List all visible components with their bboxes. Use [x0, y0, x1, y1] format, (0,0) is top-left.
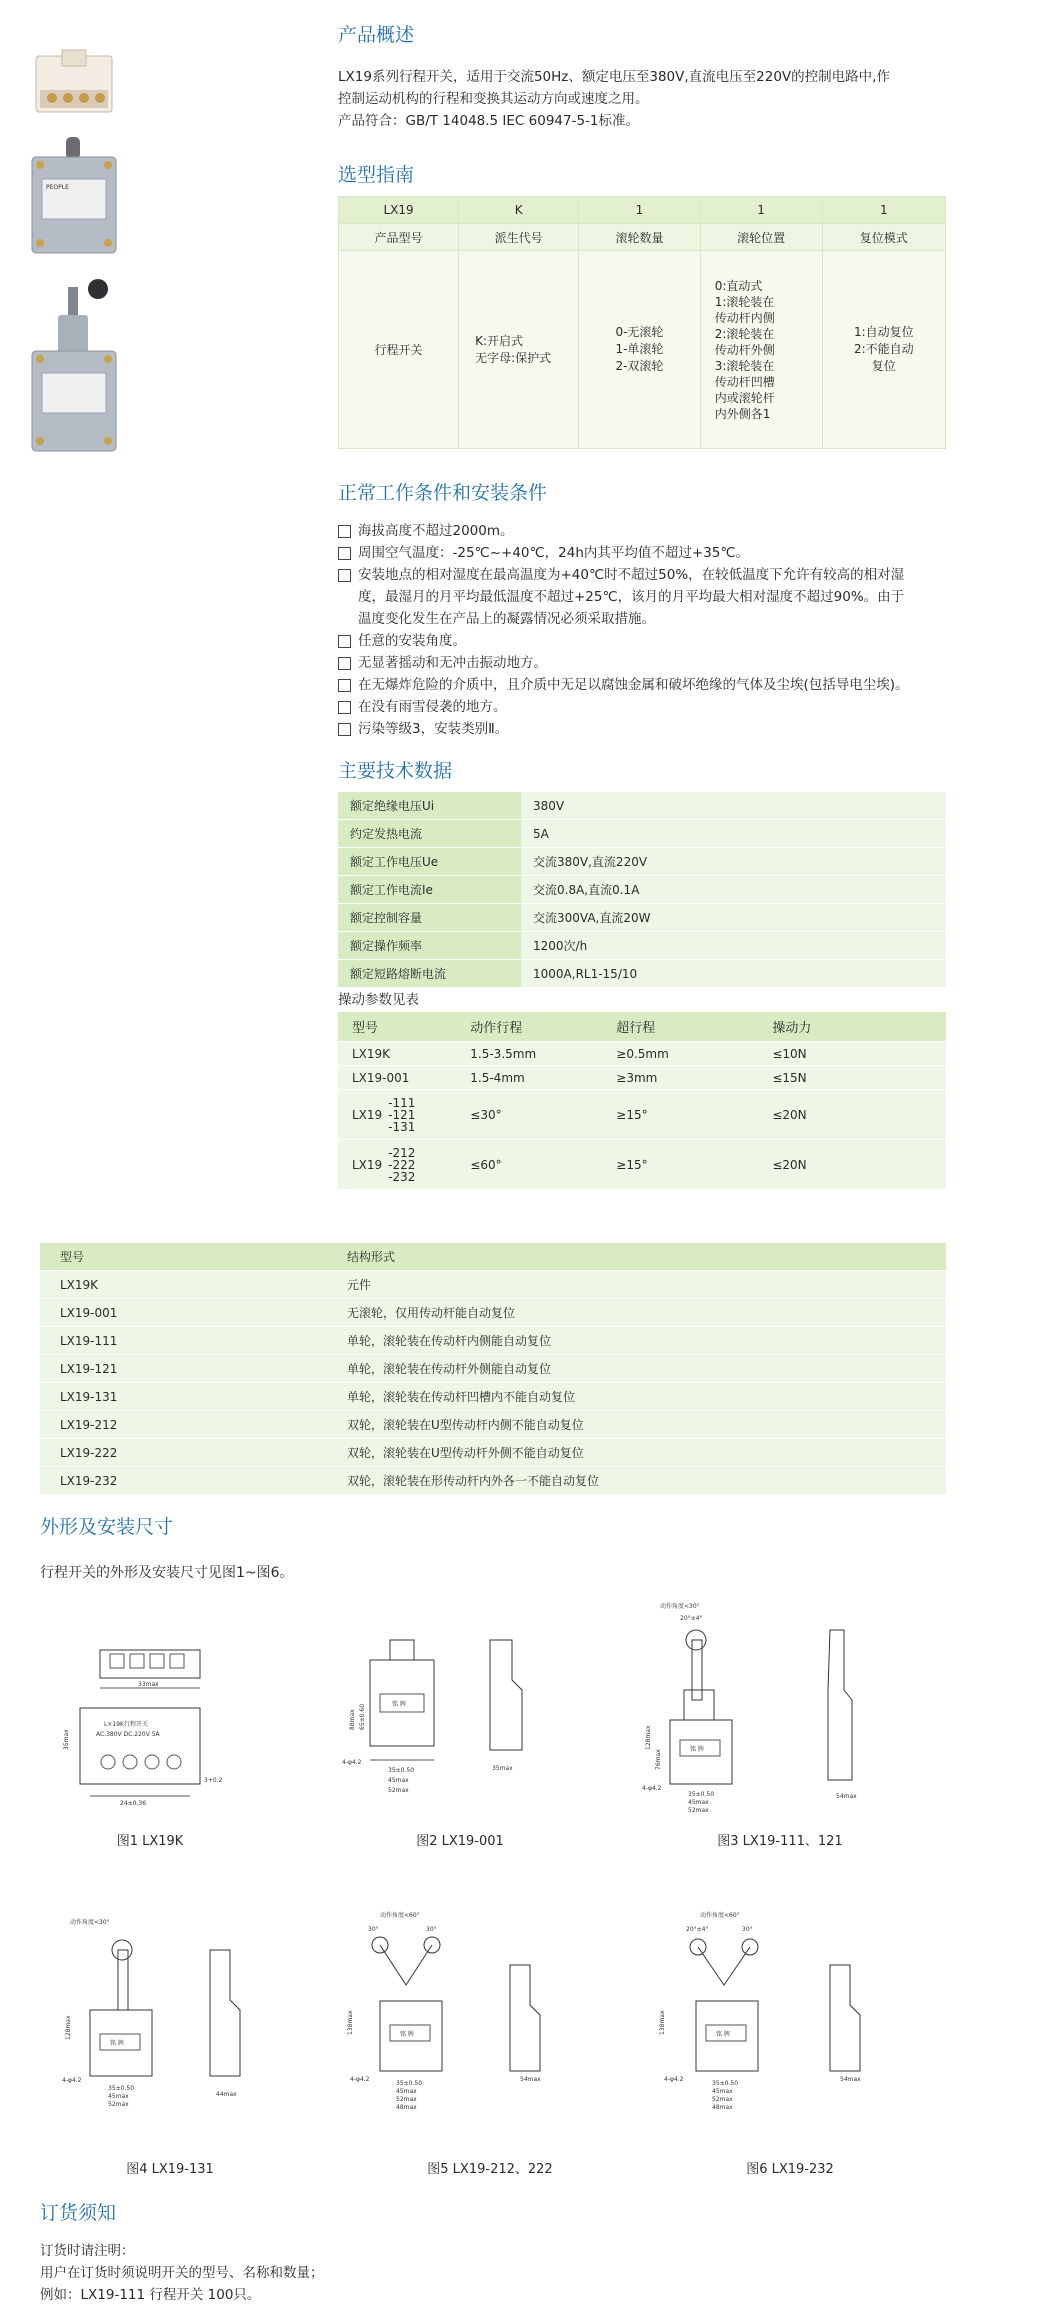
- conditions-list: [338, 520, 1028, 740]
- overview-title: 产品概述: [338, 24, 415, 46]
- overview-line: 产品符合：GB/T 14048.5 IEC 60947-5-1标准。: [338, 113, 640, 129]
- ops-header-row: [338, 1012, 946, 1042]
- dim-label: L×19K行程开关: [104, 1721, 148, 1728]
- tech-key: 额定工作电压Ue: [338, 848, 521, 876]
- figure-6-drawing: [650, 1905, 910, 2120]
- tech-key: 额定操作频率: [338, 932, 521, 960]
- dim-label: 铭 牌: [110, 2040, 124, 2047]
- ops-header-cell: 动作行程: [456, 1012, 602, 1042]
- sel-line: 2:滚轮装在: [714, 326, 775, 341]
- dim-label: 35max: [63, 1729, 70, 1750]
- dim-label: 铭 牌: [716, 2031, 730, 2038]
- ops-header-cell: 型号: [338, 1012, 456, 1042]
- figure-5-drawing: [340, 1905, 590, 2120]
- ops-force-cell: ≤20N: [758, 1140, 946, 1190]
- dim-label: 铭 牌: [392, 1701, 406, 1708]
- condition-text: 无显著摇动和无冲击振动地方。: [358, 655, 547, 671]
- structure-form-cell: 元件: [327, 1271, 946, 1299]
- condition-text: 海拔高度不超过2000m。: [358, 523, 514, 539]
- structure-form-cell: 单轮，滚轮装在传动杆内侧能自动复位: [327, 1327, 946, 1355]
- dim-label: 动作角度<60°: [380, 1912, 420, 1919]
- dim-label: 4-φ4.2: [342, 1759, 362, 1766]
- condition-item: [338, 542, 1028, 564]
- ops-over-cell: ≥3mm: [602, 1066, 758, 1090]
- overview-text: [338, 66, 1038, 132]
- dim-label: 52max: [108, 2101, 129, 2108]
- dim-label: 88max: [349, 1709, 356, 1730]
- tech-key: 额定短路熔断电流: [338, 960, 521, 988]
- sel-code-cell: 1: [822, 197, 945, 224]
- sel-code-cell: K: [459, 197, 579, 224]
- condition-text: 在无爆炸危险的介质中，且介质中无足以腐蚀金属和破坏绝缘的气体及尘埃(包括导电尘埃)。: [358, 677, 909, 693]
- structure-row: [40, 1271, 946, 1299]
- order-line: 例如：LX19-111 行程开关 100只。: [40, 2287, 261, 2303]
- figure-1-drawing: [60, 1640, 240, 1820]
- ops-over-cell: ≥15°: [602, 1090, 758, 1140]
- ops-travel-cell: 1.5-4mm: [456, 1066, 602, 1090]
- structure-form-cell: 双轮，滚轮装在形传动杆内外各一不能自动复位: [327, 1467, 946, 1495]
- sel-reset-mode-cell: [822, 251, 945, 449]
- dim-label: 35±0.50: [712, 2080, 739, 2087]
- sel-line: 传动杆内侧: [714, 310, 775, 325]
- structure-model-cell: LX19-001: [40, 1299, 327, 1327]
- sel-line: 2:不能自动: [853, 342, 914, 356]
- figure-2-caption: 图2 LX19-001: [416, 1834, 504, 1849]
- structure-header-cell: 结构形式: [327, 1243, 946, 1271]
- sel-line: 传动杆外侧: [714, 342, 775, 357]
- checkbox-icon: [338, 701, 351, 714]
- tech-title: 主要技术数据: [338, 760, 453, 782]
- conditions-title: 正常工作条件和安装条件: [338, 482, 548, 504]
- dim-label: 45max: [688, 1799, 709, 1806]
- structure-form-cell: 无滚轮，仅用传动杆能自动复位: [327, 1299, 946, 1327]
- structure-model-cell: LX19-131: [40, 1383, 327, 1411]
- sel-line: 2-双滚轮: [615, 359, 664, 373]
- dim-label: 52max: [712, 2096, 733, 2103]
- dim-label: 4-φ4.2: [62, 2077, 82, 2084]
- sel-code-cell: 1: [700, 197, 822, 224]
- dim-label: 138max: [347, 2010, 354, 2035]
- checkbox-icon: [338, 679, 351, 692]
- dim-label: 76max: [655, 1749, 662, 1770]
- ops-force-cell: ≤20N: [758, 1090, 946, 1140]
- structure-model-cell: LX19-222: [40, 1439, 327, 1467]
- sel-product-cell: 行程开关: [339, 251, 459, 449]
- structure-row: [40, 1439, 946, 1467]
- product-photo-lx19k: [30, 48, 118, 120]
- ops-header-cell: 操动力: [758, 1012, 946, 1042]
- checkbox-icon: [338, 723, 351, 736]
- tech-value: 交流300VA,直流20W: [521, 904, 946, 932]
- tech-row: [338, 960, 946, 988]
- sel-line: 无字母:保护式: [475, 350, 552, 365]
- dim-label: 20°±4°: [680, 1615, 703, 1622]
- sel-line: 0:直动式: [714, 278, 763, 293]
- dim-label: 35±0.50: [688, 1791, 715, 1798]
- dim-label: 54max: [520, 2076, 541, 2083]
- dim-label: 45max: [108, 2093, 129, 2100]
- sel-line: 内或滚轮杆: [714, 390, 775, 405]
- dim-label: 35±0.50: [396, 2080, 423, 2087]
- ops-travel-cell: ≤60°: [456, 1140, 602, 1190]
- sel-line: K:开启式: [475, 333, 524, 348]
- ops-title: 操动参数见表: [338, 992, 419, 1008]
- figure-5-caption: 图5 LX19-212、222: [427, 2162, 553, 2177]
- sel-line: 0-无滚轮: [615, 325, 664, 339]
- ops-params-table: [338, 1012, 946, 1190]
- ops-travel-cell: ≤30°: [456, 1090, 602, 1140]
- condition-item: [338, 520, 1028, 542]
- tech-value: 1000A,RL1-15/10: [521, 960, 946, 988]
- condition-item: [338, 630, 1028, 652]
- tech-value: 1200次/h: [521, 932, 946, 960]
- tech-row: [338, 904, 946, 932]
- tech-value: 5A: [521, 820, 946, 848]
- structure-row: [40, 1411, 946, 1439]
- ops-row: [338, 1090, 946, 1140]
- dim-label: 动作角度<30°: [660, 1603, 700, 1610]
- ops-model-sub: -111: [388, 1095, 416, 1110]
- structure-row: [40, 1355, 946, 1383]
- sel-header-cell: 滚轮位置: [700, 224, 822, 251]
- dims-title: 外形及安装尺寸: [40, 1516, 174, 1538]
- condition-text: 周围空气温度：-25℃~+40℃，24h内其平均值不超过+35℃。: [358, 545, 750, 561]
- ops-model-sub: -121: [388, 1107, 416, 1122]
- condition-item: [338, 718, 1028, 740]
- sel-derivative-cell: [459, 251, 579, 449]
- dim-label: 45max: [388, 1777, 409, 1784]
- tech-data-table: [338, 792, 946, 988]
- tech-value: 380V: [521, 792, 946, 820]
- condition-item: [338, 696, 1028, 718]
- product-photo-lx19-111: [28, 275, 120, 455]
- ops-model-cell: [338, 1140, 456, 1190]
- dim-label: 44max: [216, 2091, 237, 2098]
- structure-row: [40, 1299, 946, 1327]
- checkbox-icon: [338, 569, 351, 582]
- sel-line: 复位: [871, 359, 896, 373]
- selection-title: 选型指南: [338, 164, 415, 186]
- sel-code-cell: LX19: [339, 197, 459, 224]
- dim-label: 动作角度<30°: [70, 1919, 110, 1926]
- dim-label: 54max: [840, 2076, 861, 2083]
- dim-label: 45max: [396, 2088, 417, 2095]
- condition-item: [338, 564, 1028, 630]
- ops-travel-cell: 1.5-3.5mm: [456, 1042, 602, 1066]
- dim-label: 4-φ4.2: [350, 2076, 370, 2083]
- ops-row: [338, 1066, 946, 1090]
- ops-model-prefix: LX19: [352, 1157, 383, 1172]
- ops-model-cell: [338, 1090, 456, 1140]
- ops-over-cell: ≥15°: [602, 1140, 758, 1190]
- product-photo-lx19-001: [28, 135, 120, 255]
- ops-model-cell: LX19K: [338, 1042, 456, 1066]
- condition-item: [338, 652, 1028, 674]
- sel-roller-position-cell: [700, 251, 822, 449]
- figure-4-drawing: [60, 1910, 290, 2120]
- order-text: [40, 2240, 740, 2306]
- ops-force-cell: ≤10N: [758, 1042, 946, 1066]
- dim-label: 铭 牌: [400, 2031, 414, 2038]
- dim-label: 128max: [65, 2015, 72, 2040]
- dim-label: 52max: [688, 1807, 709, 1814]
- photo-brand-label: PEOPLE: [46, 184, 69, 191]
- checkbox-icon: [338, 525, 351, 538]
- structure-model-cell: LX19-111: [40, 1327, 327, 1355]
- dim-label: 4-φ4.2: [664, 2076, 684, 2083]
- sel-header-cell: 产品型号: [339, 224, 459, 251]
- tech-key: 额定控制容量: [338, 904, 521, 932]
- dim-label: 45max: [712, 2088, 733, 2095]
- structure-model-cell: LX19-121: [40, 1355, 327, 1383]
- condition-text: 度，最湿月的月平均最低温度不超过+25℃，该月的月平均最大相对湿度不超过90%。由于: [358, 589, 905, 605]
- figure-1-caption: 图1 LX19K: [116, 1834, 184, 1849]
- dim-label: 24±0.36: [120, 1800, 147, 1807]
- structure-model-cell: LX19-232: [40, 1467, 327, 1495]
- sel-roller-count-cell: [579, 251, 700, 449]
- overview-line: 控制运动机构的行程和变换其运动方向或速度之用。: [338, 91, 649, 107]
- dim-label: 52max: [396, 2096, 417, 2103]
- structure-form-cell: 双轮，滚轮装在U型传动杆外侧不能自动复位: [327, 1439, 946, 1467]
- tech-key: 额定绝缘电压Ui: [338, 792, 521, 820]
- sel-line: 1:自动复位: [853, 325, 914, 339]
- ops-over-cell: ≥0.5mm: [602, 1042, 758, 1066]
- checkbox-icon: [338, 657, 351, 670]
- ops-row: [338, 1042, 946, 1066]
- sel-line: 传动杆凹槽: [714, 374, 775, 389]
- structure-row: [40, 1383, 946, 1411]
- order-title: 订货须知: [40, 2202, 117, 2224]
- structure-header-row: [40, 1243, 946, 1271]
- dim-label: 138max: [659, 2010, 666, 2035]
- ops-model-cell: LX19-001: [338, 1066, 456, 1090]
- tech-value: 交流380V,直流220V: [521, 848, 946, 876]
- dim-label: 30°: [742, 1926, 753, 1933]
- ops-header-cell: 超行程: [602, 1012, 758, 1042]
- ops-model-sub: -222: [388, 1157, 416, 1172]
- selection-table: [338, 196, 946, 449]
- tech-row: [338, 792, 946, 820]
- ops-model-sub: -131: [388, 1119, 416, 1134]
- dim-label: 4-φ4.2: [642, 1785, 662, 1792]
- tech-row: [338, 876, 946, 904]
- dim-label: 33max: [138, 1681, 159, 1688]
- tech-row: [338, 820, 946, 848]
- sel-line: 1:滚轮装在: [714, 294, 775, 309]
- dim-label: 52max: [388, 1787, 409, 1794]
- tech-row: [338, 932, 946, 960]
- dim-label: 48max: [396, 2104, 417, 2111]
- sel-header-cell: 派生代号: [459, 224, 579, 251]
- dim-label: 35±0.50: [108, 2085, 135, 2092]
- structure-header-cell: 型号: [40, 1243, 327, 1271]
- dim-label: 30°: [426, 1926, 437, 1933]
- dim-label: 3+0.2: [204, 1777, 223, 1784]
- structure-form-cell: 单轮，滚轮装在传动杆外侧能自动复位: [327, 1355, 946, 1383]
- ops-model-prefix: LX19: [352, 1107, 383, 1122]
- sel-line: 1-单滚轮: [615, 342, 664, 356]
- sel-header-cell: 滚轮数量: [579, 224, 700, 251]
- figure-3-caption: 图3 LX19-111、121: [717, 1834, 843, 1849]
- figure-6-caption: 图6 LX19-232: [746, 2162, 834, 2177]
- figure-3-drawing: [640, 1590, 900, 1820]
- dim-label: 35±0.50: [388, 1767, 415, 1774]
- structure-form-cell: 双轮，滚轮装在U型传动杆内侧不能自动复位: [327, 1411, 946, 1439]
- dim-label: 54max: [836, 1793, 857, 1800]
- dim-label: 65±0.60: [359, 1703, 366, 1730]
- structure-model-cell: LX19-212: [40, 1411, 327, 1439]
- ops-force-cell: ≤15N: [758, 1066, 946, 1090]
- sel-line: 内外侧各1: [714, 406, 771, 421]
- dim-label: 20°±4°: [686, 1926, 709, 1933]
- condition-text: 在没有雨雪侵袭的地方。: [358, 699, 507, 715]
- figure-4-caption: 图4 LX19-131: [126, 2162, 214, 2177]
- checkbox-icon: [338, 635, 351, 648]
- dim-label: 35max: [492, 1765, 513, 1772]
- sel-line: 3:滚轮装在: [714, 358, 775, 373]
- dim-label: 动作角度<60°: [700, 1912, 740, 1919]
- ops-model-sub: -232: [388, 1169, 416, 1184]
- tech-value: 交流0.8A,直流0.1A: [521, 876, 946, 904]
- structure-row: [40, 1327, 946, 1355]
- tech-key: 额定工作电流Ie: [338, 876, 521, 904]
- condition-text: 任意的安装角度。: [358, 633, 466, 649]
- order-line: 订货时请注明：: [40, 2243, 135, 2259]
- structure-model-cell: LX19K: [40, 1271, 327, 1299]
- sel-header-cell: 复位模式: [822, 224, 945, 251]
- dim-label: 铭 牌: [690, 1746, 704, 1753]
- order-line: 用户在订货时须说明开关的型号、名称和数量；: [40, 2265, 324, 2281]
- ops-row: [338, 1140, 946, 1190]
- sel-code-cell: 1: [579, 197, 700, 224]
- structure-row: [40, 1467, 946, 1495]
- condition-item: [338, 674, 1028, 696]
- structure-form-cell: 单轮，滚轮装在传动杆凹槽内不能自动复位: [327, 1383, 946, 1411]
- checkbox-icon: [338, 547, 351, 560]
- condition-text: 温度变化发生在产品上的凝露情况必须采取措施。: [358, 611, 655, 627]
- dims-intro: 行程开关的外形及安装尺寸见图1~图6。: [40, 1565, 294, 1581]
- overview-line: LX19系列行程开关，适用于交流50Hz、额定电压至380V,直流电压至220V的控制电路中,作: [338, 69, 890, 85]
- dim-label: 48max: [712, 2104, 733, 2111]
- dim-label: 128max: [645, 1725, 652, 1750]
- structure-table: [40, 1243, 946, 1495]
- tech-key: 约定发热电流: [338, 820, 521, 848]
- condition-text: 污染等级3，安装类别Ⅱ。: [358, 721, 509, 737]
- dim-label: AC.380V DC.220V 5A: [96, 1731, 160, 1738]
- dim-label: 30°: [368, 1926, 379, 1933]
- ops-model-sub: -212: [388, 1145, 416, 1160]
- tech-row: [338, 848, 946, 876]
- condition-text: 安装地点的相对湿度在最高温度为+40℃时不超过50%，在较低温度下允许有较高的相对湿: [358, 567, 905, 583]
- figure-2-drawing: [340, 1620, 570, 1820]
